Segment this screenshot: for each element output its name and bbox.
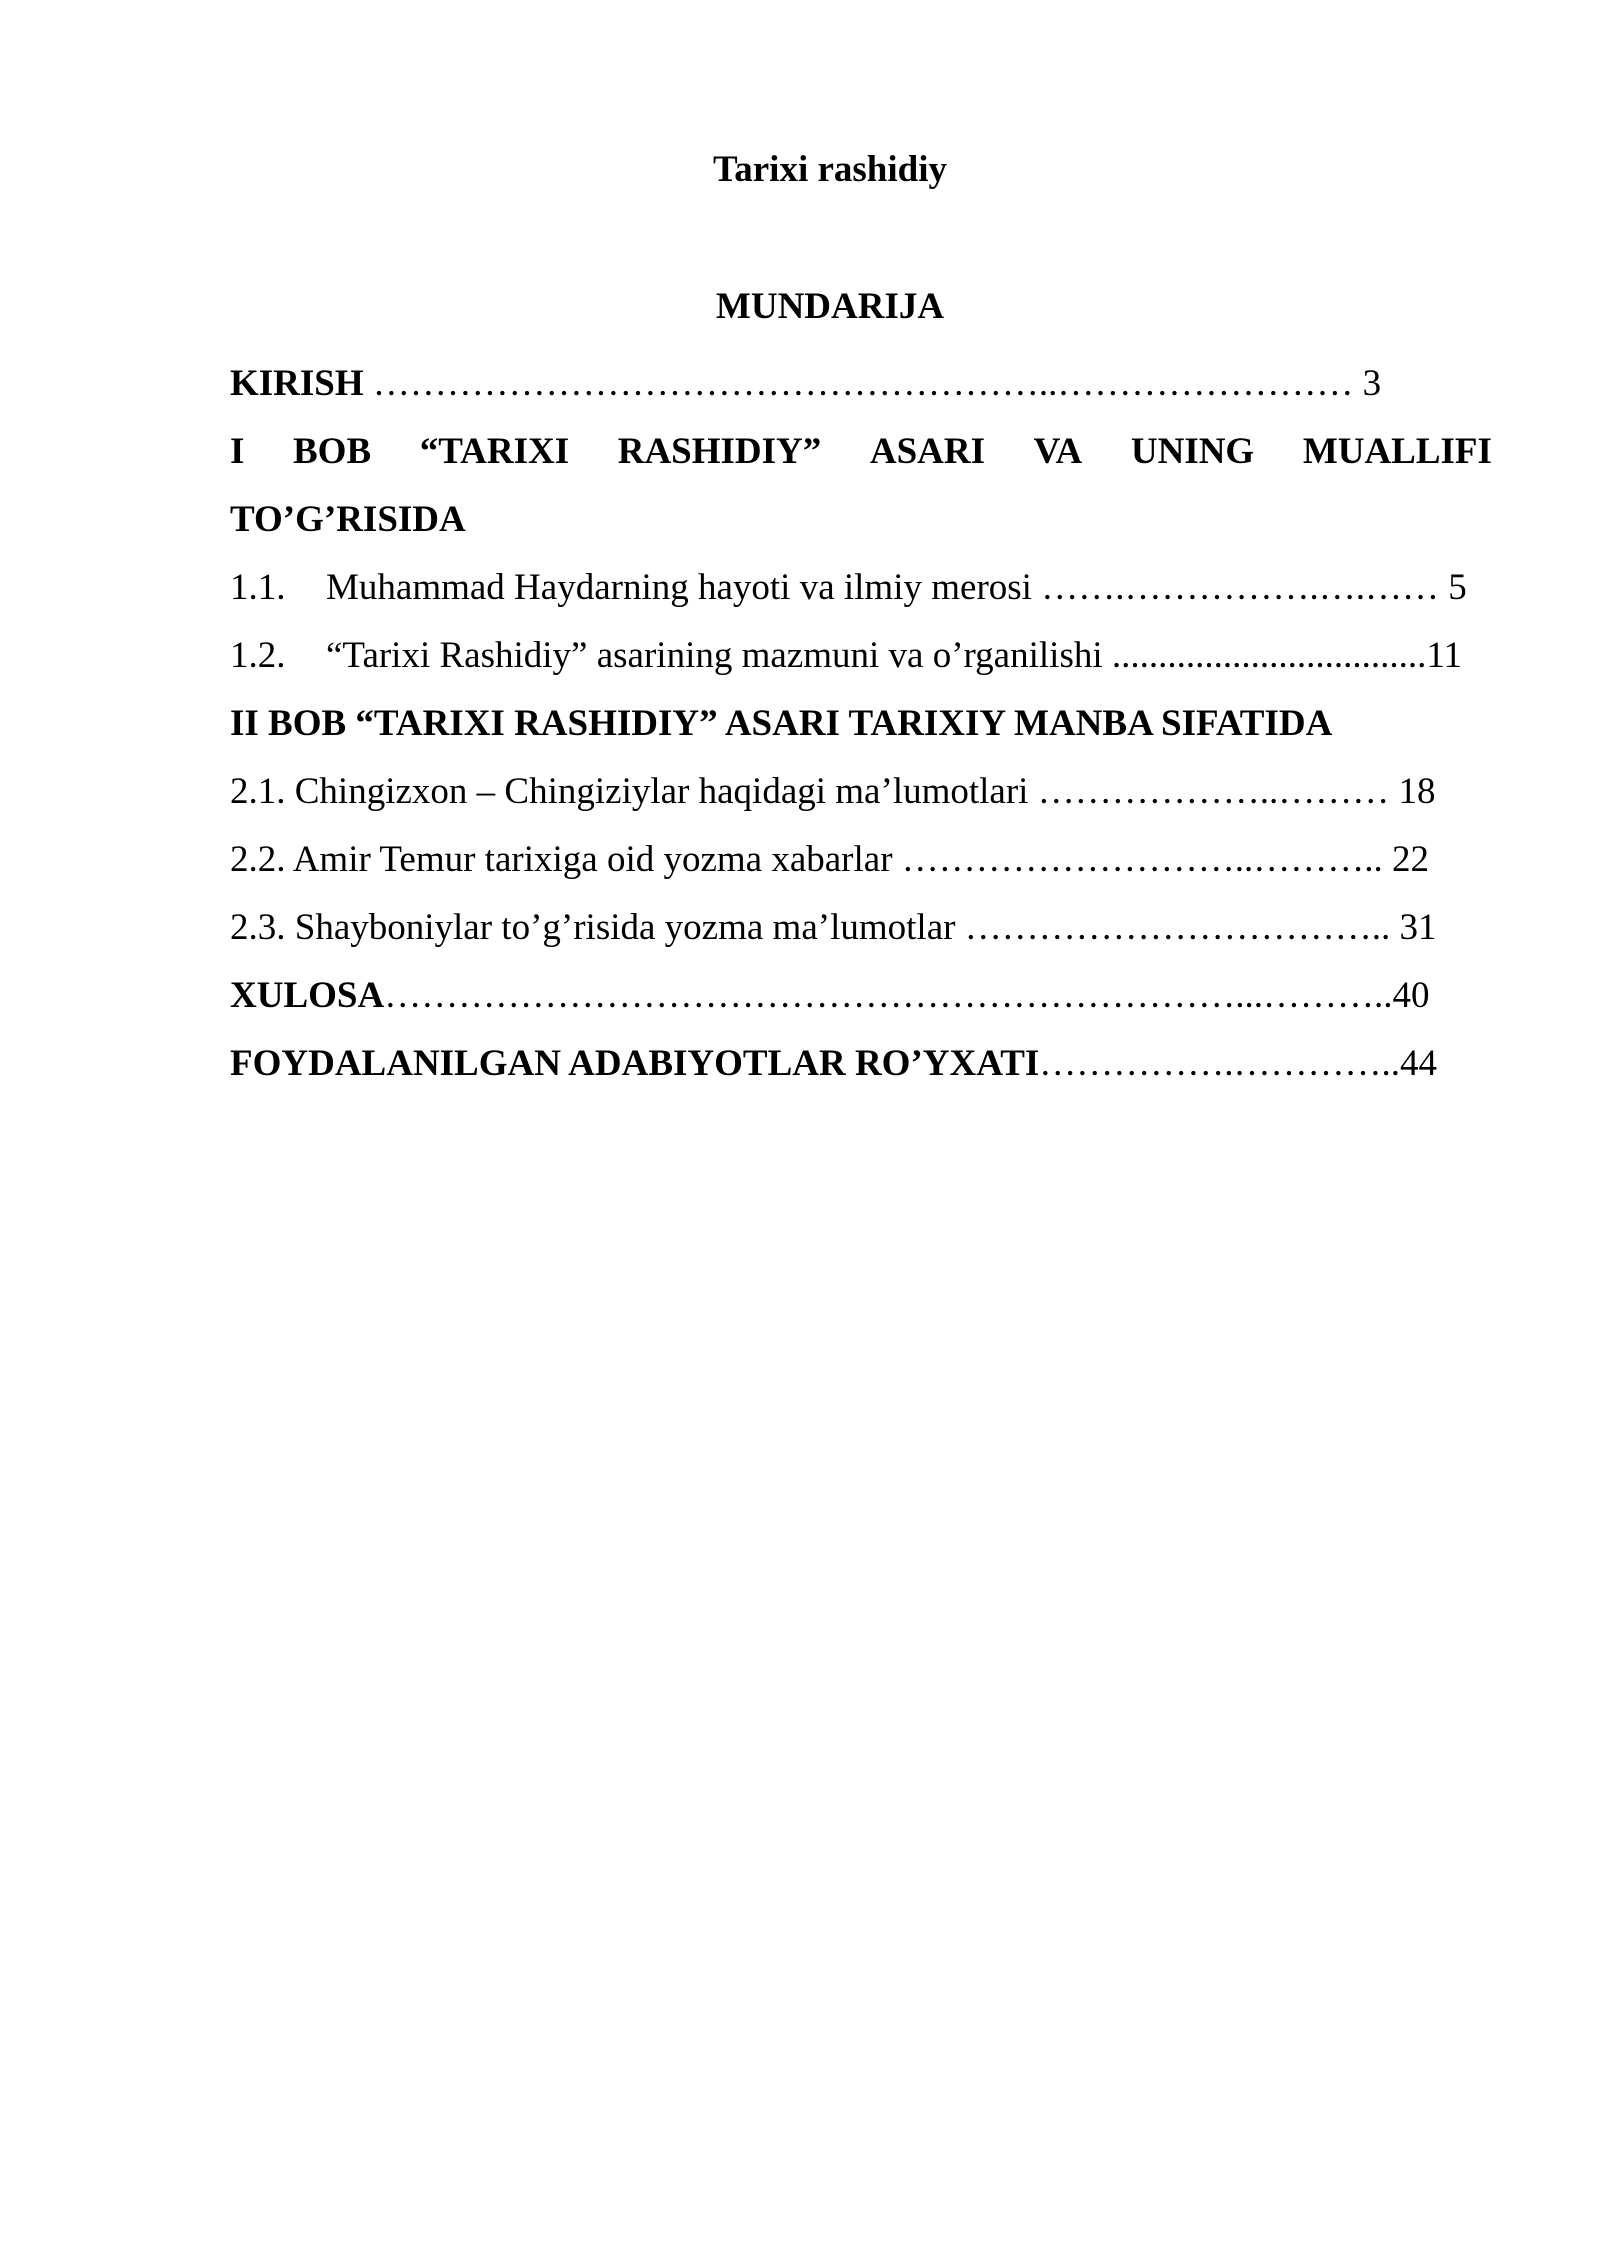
toc-entry-leader: ………………..……… 18: [1037, 771, 1436, 812]
toc-entry-section-2-2: [230, 826, 1492, 894]
toc-entry-page: 3: [1353, 363, 1382, 404]
toc-entry-adabiyotlar: [230, 1030, 1492, 1098]
toc-entry-chapter-2: [230, 690, 1492, 758]
toc-entry-label: 2.3. Shayboniylar to’g’risida yozma ma’lumotlar: [230, 907, 965, 948]
toc-section-number: 1.1.: [230, 567, 286, 608]
toc-entry-xulosa: [230, 962, 1492, 1030]
toc-word: UNING: [1130, 431, 1255, 472]
toc-word: “TARIXI: [419, 431, 570, 472]
toc-entry-leader: …………….…………..44: [1039, 1043, 1438, 1084]
toc-entry-label: TO’G’RISIDA: [230, 499, 466, 540]
toc-word: MUALLIFI: [1302, 431, 1492, 472]
toc-entry-label: 2.1. Chingizxon – Chingiziylar haqidagi ma’lumotlari: [230, 771, 1038, 812]
toc-word: BOB: [293, 431, 372, 472]
toc-entry-label: II BOB “TARIXI RASHIDIY” ASARI TARIXIY MANBA SIFATIDA: [230, 703, 1333, 744]
toc-word: VA: [1033, 431, 1083, 472]
toc-section-number: 1.2.: [230, 635, 286, 676]
toc-entry-leader: ………………………………………………..……………………: [363, 363, 1354, 404]
toc-entry-leader: …………………………….. 31: [964, 907, 1437, 948]
toc-entry-label: “Tarixi Rashidiy” asarining mazmuni va o’rganilishi: [326, 635, 1112, 676]
toc-entry-chapter-1-continued: [230, 486, 1492, 554]
toc-entry-leader: ………………………..……….. 22: [901, 839, 1430, 880]
toc-entry-chapter-1: [230, 418, 1492, 486]
toc-entry-label: FOYDALANILGAN ADABIYOTLAR RO’YXATI: [230, 1043, 1040, 1084]
toc-entry-section-2-3: [230, 894, 1492, 962]
toc-heading: MUNDARIJA: [715, 286, 945, 327]
toc-entry-label: KIRISH: [230, 363, 364, 404]
toc-entry-section-1-1: [230, 554, 1492, 622]
toc-entry-label: Muhammad Haydarning hayoti va ilmiy merosi: [326, 567, 1032, 608]
toc-entry-label: XULOSA: [230, 975, 385, 1016]
toc-entry-section-2-1: [230, 758, 1492, 826]
toc-word: I: [230, 431, 245, 472]
toc-entry-section-1-2: [230, 622, 1492, 690]
toc-word: ASARI: [869, 431, 986, 472]
toc-entry-kirish: [230, 350, 1492, 418]
table-of-contents: [230, 350, 1492, 1098]
toc-word: RASHIDIY”: [617, 431, 822, 472]
document-title: Tarixi rashidiy: [712, 149, 948, 190]
toc-entry-leader: ……………………………………………………………...………..40: [384, 975, 1430, 1016]
toc-entry-label: 2.2. Amir Temur tarixiga oid yozma xabarlar: [230, 839, 902, 880]
toc-entry-leader: ..................................11: [1111, 635, 1463, 676]
toc-entry-leader: …….…………….….…… 5: [1031, 567, 1467, 608]
